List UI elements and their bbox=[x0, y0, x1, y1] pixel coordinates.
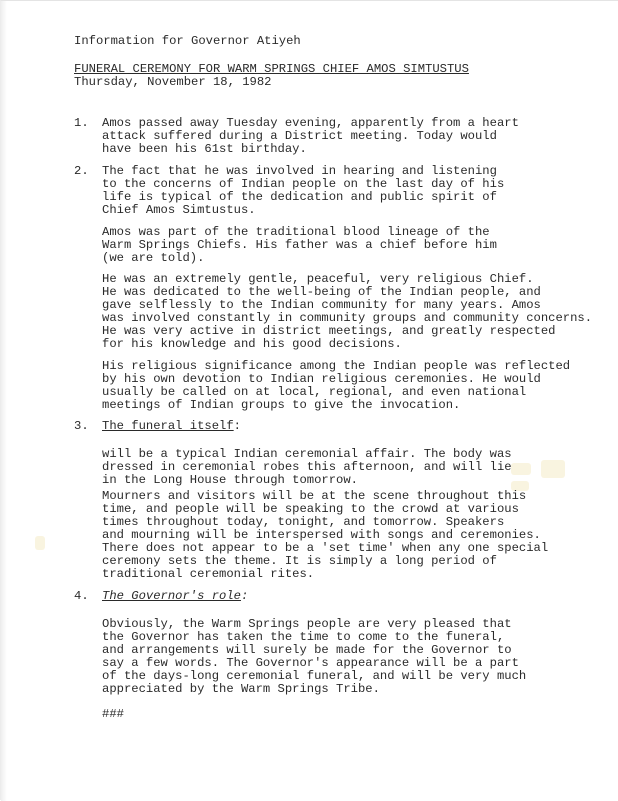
paper-stain bbox=[35, 536, 45, 550]
closing-mark: ### bbox=[102, 707, 124, 721]
item-number: 3. bbox=[74, 419, 89, 433]
item-subheading bbox=[102, 420, 241, 433]
item-paragraph: His religious significance among the Indian people was reflected by his own devotion to Indian religious ceremonies. He would usually be called on at local, regional, and even national meetings of Indian groups to give the invocation. bbox=[102, 359, 571, 412]
subheading-text: The funeral itself bbox=[102, 419, 234, 433]
item-paragraph: Amos was part of the traditional blood lineage of the Warm Springs Chiefs. His father was a chief before him (we are told). bbox=[102, 225, 497, 265]
item-number: 1. bbox=[74, 116, 89, 130]
memo-date: Thursday, November 18, 1982 bbox=[74, 75, 272, 89]
item-number: 2. bbox=[74, 164, 89, 178]
item-paragraph: He was an extremely gentle, peaceful, very religious Chief. He was dedicated to the well-being of the Indian people, and gave selflessly to the Indian community for many years. Amos was involved constantly in community groups and community concerns. He was very active in district meetings, and greatly respected for his knowledge and his good decisions. bbox=[102, 272, 593, 351]
item-number: 4. bbox=[74, 589, 89, 603]
item-paragraph: Amos passed away Tuesday evening, apparently from a heart attack suffered during a District meeting. Today would have been his 61st birthday. bbox=[102, 116, 519, 156]
item-subheading bbox=[102, 590, 248, 603]
subheading-colon: : bbox=[233, 419, 241, 433]
item-paragraph: will be a typical Indian ceremonial affair. The body was dressed in ceremonial robes this afternoon, and will lie in the Long House through tomorrow. bbox=[102, 447, 512, 487]
subheading-colon: : bbox=[240, 589, 249, 603]
item-paragraph: The fact that he was involved in hearing and listening to the concerns of Indian people on the last day of his life is typical of the dedication and public spirit of Chief Amos Simtustus. bbox=[102, 164, 505, 217]
item-paragraph: Obviously, the Warm Springs people are very pleased that the Governor has taken the time to come to the funeral, and arrangements will surely be made for the Governor to say a few words. The Governor's appearance will be a part of the days-long ceremonial funeral, and will be very much appreciated by the Warm Springs Tribe. bbox=[102, 617, 527, 696]
item-paragraph: Mourners and visitors will be at the scene throughout this time, and people will be speaking to the crowd at various times throughout today, tonight, and tomorrow. Speakers and mourning will be interspersed with songs and ceremonies. There does not appear to be a 'set time' when any one special ceremony sets the theme. It is simply a long period of traditional ceremonial rites. bbox=[102, 489, 549, 581]
subheading-text: The Governor's role bbox=[102, 589, 241, 603]
page-edge-shadow bbox=[1, 1, 7, 801]
memo-heading: Information for Governor Atiyeh bbox=[74, 34, 301, 48]
memo-title: FUNERAL CEREMONY FOR WARM SPRINGS CHIEF AMOS SIMTUSTUS bbox=[74, 62, 469, 76]
